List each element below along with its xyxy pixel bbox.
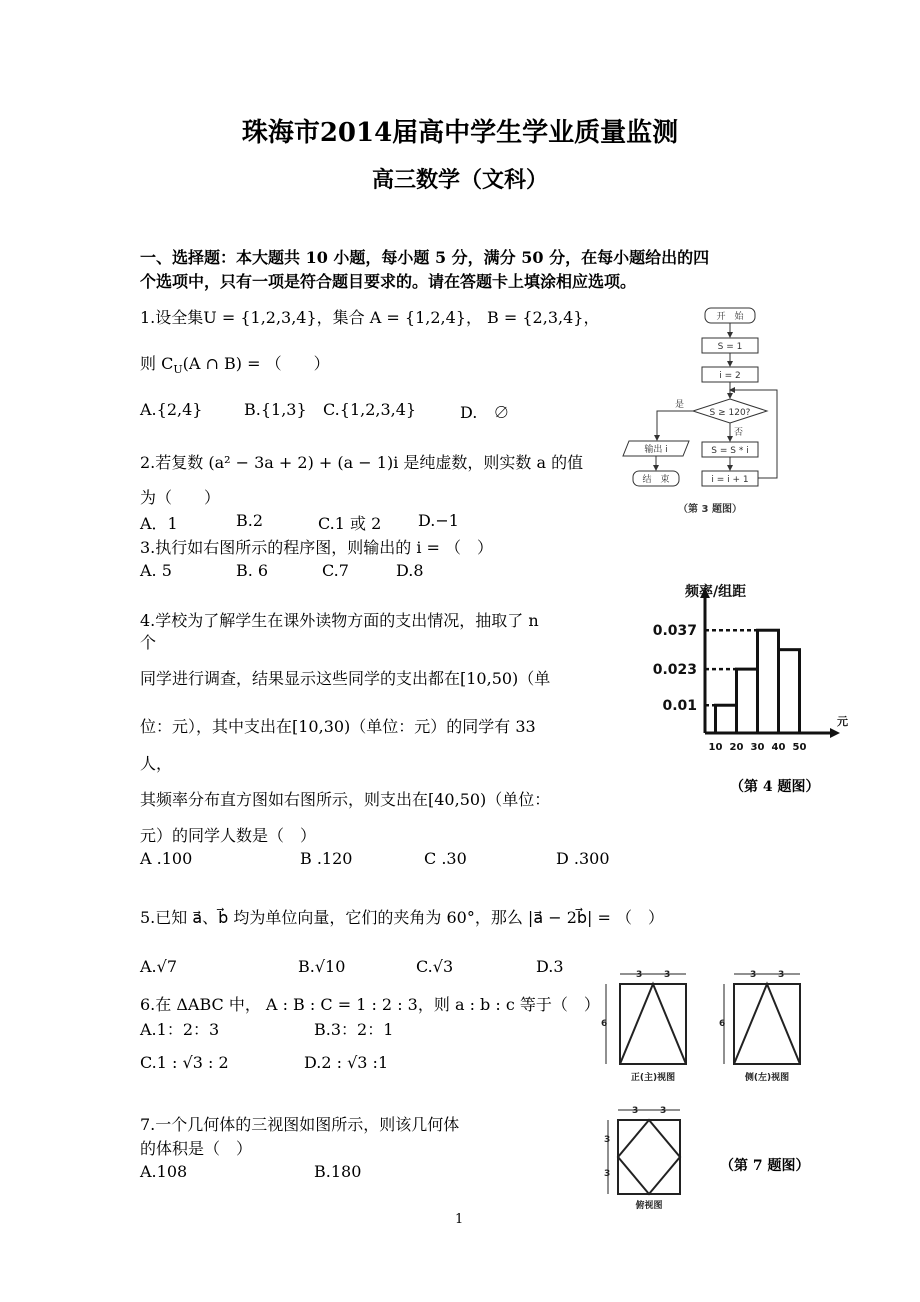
side-dim-left: 3 <box>750 970 757 980</box>
histogram-bar <box>758 630 779 733</box>
side-view <box>719 970 800 1083</box>
histogram-title: 频率/组距 <box>685 584 747 600</box>
flowchart-figure <box>615 300 800 525</box>
histogram-x-tick-label: 40 <box>771 742 786 753</box>
histogram-y-tick-label: 0.01 <box>662 698 697 715</box>
page-number: 1 <box>455 1212 464 1227</box>
flow-s-update-text: S = S * i <box>711 446 749 456</box>
top-dim-left: 3 <box>632 1106 639 1116</box>
q6-stem: 6.在 ΔABC 中， A : B : C = 1 : 2 : 3，则 a : b : c 等于（ ） <box>140 995 600 1014</box>
q6-option-b[interactable]: B.3：2：1 <box>314 1020 394 1039</box>
q2-option-c[interactable]: C.1 或 2 <box>318 514 382 533</box>
flow-i-update-text: i = i + 1 <box>711 475 749 485</box>
histogram-bar <box>716 705 737 733</box>
q4-line-7: 元）的同学人数是（ ） <box>140 826 317 845</box>
q7-stem-2: 的体积是（ ） <box>140 1139 253 1158</box>
top-view <box>604 1106 680 1211</box>
histogram-bar <box>737 669 758 733</box>
q7-stem: 7.一个几何体的三视图如图所示，则该几何体 <box>140 1115 460 1134</box>
q1-stem-sub: U <box>173 363 183 377</box>
top-dim-lower: 3 <box>604 1169 611 1179</box>
q4-line-1: 4.学校为了解学生在课外读物方面的支出情况，抽取了 n <box>140 611 539 630</box>
q5-option-c[interactable]: C.√3 <box>416 957 454 976</box>
q7-option-a[interactable]: A.108 <box>140 1162 188 1181</box>
q2-option-b[interactable]: B.2 <box>236 511 264 530</box>
front-view-label: 正(主)视图 <box>630 1073 676 1083</box>
section-instruction-line1: 一、选择题：本大题共 10 小题，每小题 5 分，满分 50 分，在每小题给出的四 <box>140 248 710 267</box>
histogram-y-tick-label: 0.023 <box>652 662 697 679</box>
q5-option-b[interactable]: B.√10 <box>298 957 346 976</box>
flow-output-text: 输出 i <box>644 445 668 455</box>
q6-option-a[interactable]: A.1：2：3 <box>140 1020 220 1039</box>
flow-s-init-text: S = 1 <box>717 342 743 352</box>
histogram-y-tick-label: 0.037 <box>652 623 697 640</box>
front-dim-left: 3 <box>636 970 643 980</box>
histogram-bar <box>779 650 800 733</box>
q3-option-b[interactable]: B. 6 <box>236 561 269 580</box>
top-dim-upper: 3 <box>604 1135 611 1145</box>
q1-stem-b: 则 C <box>140 354 174 373</box>
q1-stem-c: (A ∩ B) = （ ） <box>182 354 330 373</box>
top-dim-right: 3 <box>660 1106 667 1116</box>
q4-option-c[interactable]: C .30 <box>424 849 467 868</box>
histogram-x-tick-label: 10 <box>708 742 723 753</box>
side-view-label: 侧(左)视图 <box>744 1073 790 1083</box>
page-title: 珠海市2014届高中学生学业质量监测 <box>241 118 679 148</box>
top-view-label: 俯视图 <box>635 1201 663 1211</box>
q3-option-d[interactable]: D.8 <box>396 561 424 580</box>
side-dim-height: 6 <box>719 1019 726 1029</box>
flow-condition-text: S ≥ 120? <box>709 408 751 418</box>
side-dim-right: 3 <box>778 970 785 980</box>
front-dim-right: 3 <box>664 970 671 980</box>
q4-line-2: 个 <box>140 633 157 652</box>
q4-line-6: 其频率分布直方图如右图所示，则支出在[40,50)（单位： <box>140 790 551 809</box>
q4-line-3: 同学进行调查，结果显示这些同学的支出都在[10,50)（单 <box>140 669 551 688</box>
front-view <box>601 970 686 1083</box>
q6-option-d[interactable]: D.2 : √3 :1 <box>304 1053 389 1072</box>
q4-option-b[interactable]: B .120 <box>300 849 353 868</box>
flow-start-text: 开 始 <box>716 312 744 322</box>
views-caption: （第 7 题图） <box>720 1158 810 1174</box>
q7-option-b[interactable]: B.180 <box>314 1162 362 1181</box>
q5-option-a[interactable]: A.√7 <box>140 957 178 976</box>
flow-i-init-text: i = 2 <box>719 371 741 381</box>
flow-no-label: 否 <box>734 428 744 438</box>
section-instruction-line2: 个选项中，只有一项是符合题目要求的。请在答题卡上填涂相应选项。 <box>140 272 637 291</box>
q4-line-5: 人， <box>140 754 173 773</box>
q5-option-d[interactable]: D.3 <box>536 957 564 976</box>
q4-option-d[interactable]: D .300 <box>556 849 610 868</box>
flow-yes-label: 是 <box>675 400 685 410</box>
q3-stem: 3.执行如右图所示的程序图，则输出的 i = （ ） <box>140 538 494 557</box>
flow-caption: （第 3 题图） <box>678 504 742 515</box>
histogram-caption: （第 4 题图） <box>730 779 820 795</box>
x-axis-arrow-icon <box>830 728 840 738</box>
q1-option-d[interactable]: D. ∅ <box>460 403 510 422</box>
q3-option-a[interactable]: A. 5 <box>140 561 172 580</box>
q1-stem: 1.设全集U = {1,2,3,4}，集合 A = {1,2,4}， B = {2,3,4}， <box>140 308 600 327</box>
histogram-x-tick-label: 50 <box>792 742 807 753</box>
histogram-x-label: 元 <box>837 715 848 728</box>
flow-end-text: 结 束 <box>642 475 670 485</box>
frequency-histogram <box>630 578 848 778</box>
q1-option-a[interactable]: A.{2,4} <box>140 400 203 419</box>
q5-stem: 5.已知 a⃗、b⃗ 均为单位向量，它们的夹角为 60°，那么 |a⃗ − 2b⃗| = （ ） <box>140 908 665 927</box>
q2-stem-2: 为（ ） <box>140 488 221 507</box>
front-dim-height: 6 <box>601 1019 608 1029</box>
q6-option-c[interactable]: C.1 : √3 : 2 <box>140 1053 229 1072</box>
q1-stem-2 <box>140 351 330 376</box>
q2-option-d[interactable]: D.−1 <box>418 511 459 530</box>
page-subtitle: 高三数学（文科） <box>371 167 548 193</box>
q3-option-c[interactable]: C.7 <box>322 561 349 580</box>
q1-option-c[interactable]: C.{1,2,3,4} <box>323 400 417 419</box>
histogram-x-tick-label: 20 <box>729 742 744 753</box>
histogram-x-tick-label: 30 <box>750 742 765 753</box>
q1-option-b[interactable]: B.{1,3} <box>244 400 307 419</box>
q2-option-a[interactable]: A．1 <box>140 514 178 533</box>
q2-stem: 2.若复数 (a² − 3a + 2) + (a − 1)i 是纯虚数，则实数 a 的值 <box>140 453 584 472</box>
q4-line-4: 位：元），其中支出在[10,30)（单位：元）的同学有 33 <box>140 717 536 736</box>
q4-option-a[interactable]: A .100 <box>140 849 193 868</box>
